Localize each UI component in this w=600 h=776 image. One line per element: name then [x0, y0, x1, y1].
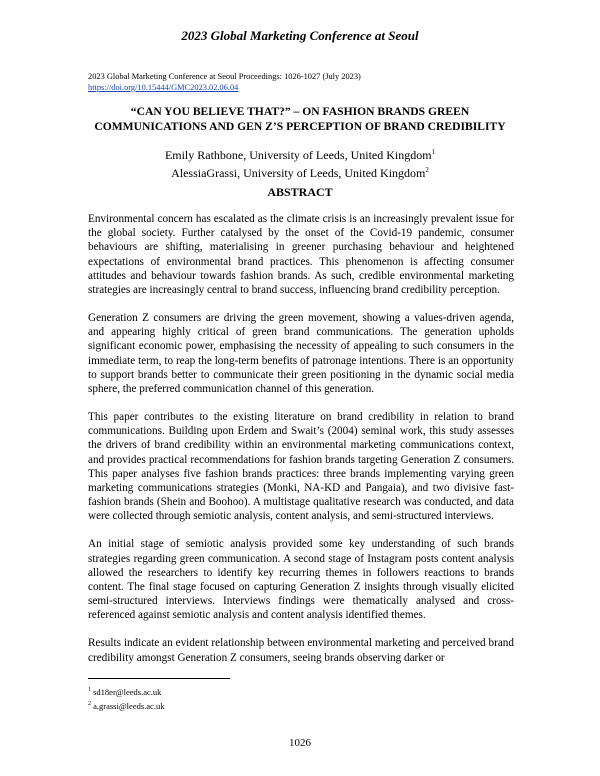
proceedings-info	[88, 71, 361, 93]
running-header: 2023 Global Marketing Conference at Seoul	[181, 28, 419, 43]
author-line	[0, 145, 600, 163]
footnote-marker: 2	[425, 166, 429, 174]
abstract-paragraph: Generation Z consumers are driving the green movement, showing a values-driven agenda, and appearing highly critical of green brand communications. The generation upholds significant economic power, emphasising the necessity of appealing to such consumers in the immediate term, to reap the long-term benefits of patronage intentions. There is an opportunity to support brands better to communicate their green positioning in the dynamic social media sphere, the preferred communication channel of this generation.	[88, 312, 514, 396]
proceedings-line: 2023 Global Marketing Conference at Seoul Proceedings: 1026-1027 (July 2023)	[88, 72, 361, 81]
paper-title	[60, 104, 540, 134]
footnotes	[88, 684, 164, 712]
abstract-paragraph: Environmental concern has escalated as the climate crisis is an increasingly prevalent issue for the global society. Further catalysed by the onset of the Covid-19 pandemic, consumer behaviours are shifting, materialising in greener purchasing behaviour and heightened expectations of environmental brand practices. This phenomenon is affecting consumer attitudes and behaviour towards fashion brands. As such, credible environmental marketing strategies are increasingly central to brand success, influencing brand credibility perception.	[88, 213, 514, 297]
doi-link[interactable]: https://doi.org/10.15444/GMC2023.02.06.04	[88, 83, 239, 92]
footnote-text: sd18er@leeds.ac.uk	[93, 686, 162, 697]
author-name: AlessiaGrassi, University of Leeds, United Kingdom	[171, 166, 426, 180]
page-number: 1026	[289, 737, 311, 749]
abstract-paragraph: An initial stage of semiotic analysis provided some key understanding of such brands strategies regarding green communication. A second stage of Instagram posts content analysis allowed the researchers to identify key recurring themes in followers reactions to brands content. The final stage focused on capturing Generation Z insights through visually elicited semi-structured interviews. Interviews findings were thematically analysed and cross-referenced against semiotic analysis and content analysis identified themes.	[88, 538, 514, 622]
author-name: Emily Rathbone, University of Leeds, United Kingdom	[164, 148, 432, 162]
footnote-mark: 2	[88, 700, 91, 707]
title-line-2: COMMUNICATIONS AND GEN Z’S PERCEPTION OF BRAND CREDIBILITY	[94, 120, 506, 133]
abstract-heading: ABSTRACT	[267, 185, 333, 199]
abstract-body	[88, 212, 514, 679]
footnote-divider	[88, 678, 230, 679]
author-line	[0, 163, 600, 181]
footnote-text: a.grassi@leeds.ac.uk	[93, 700, 165, 711]
abstract-paragraph: This paper contributes to the existing literature on brand credibility in relation to brand communications. Building upon Erdem and Swait’s (2004) seminal work, this study assesses the drivers of brand credibility within an environmental marketing communications context, and provides practical recommendations for fashion brands targeting Generation Z consumers. This paper analyses five fashion brands practices: three brands implementing varying green marketing communications strategies (Monki, NA-KD and Pangaia), and two divisive fast-fashion brands (Shein and Boohoo). A multistage qualitative research was conducted, and data were collected through semiotic analysis, content analysis, and semi-structured interviews.	[88, 411, 514, 523]
author-list	[0, 145, 600, 181]
abstract-paragraph: Results indicate an evident relationship between environmental marketing and perceived brand credibility amongst Generation Z consumers, seeing brands observing darker or	[88, 637, 514, 664]
footnote-item	[88, 684, 164, 698]
title-line-1: “CAN YOU BELIEVE THAT?” – ON FASHION BRANDS GREEN	[130, 105, 470, 118]
footnote-item	[88, 698, 164, 712]
footnote-mark: 1	[88, 687, 91, 693]
footnote-marker: 1	[431, 148, 436, 156]
